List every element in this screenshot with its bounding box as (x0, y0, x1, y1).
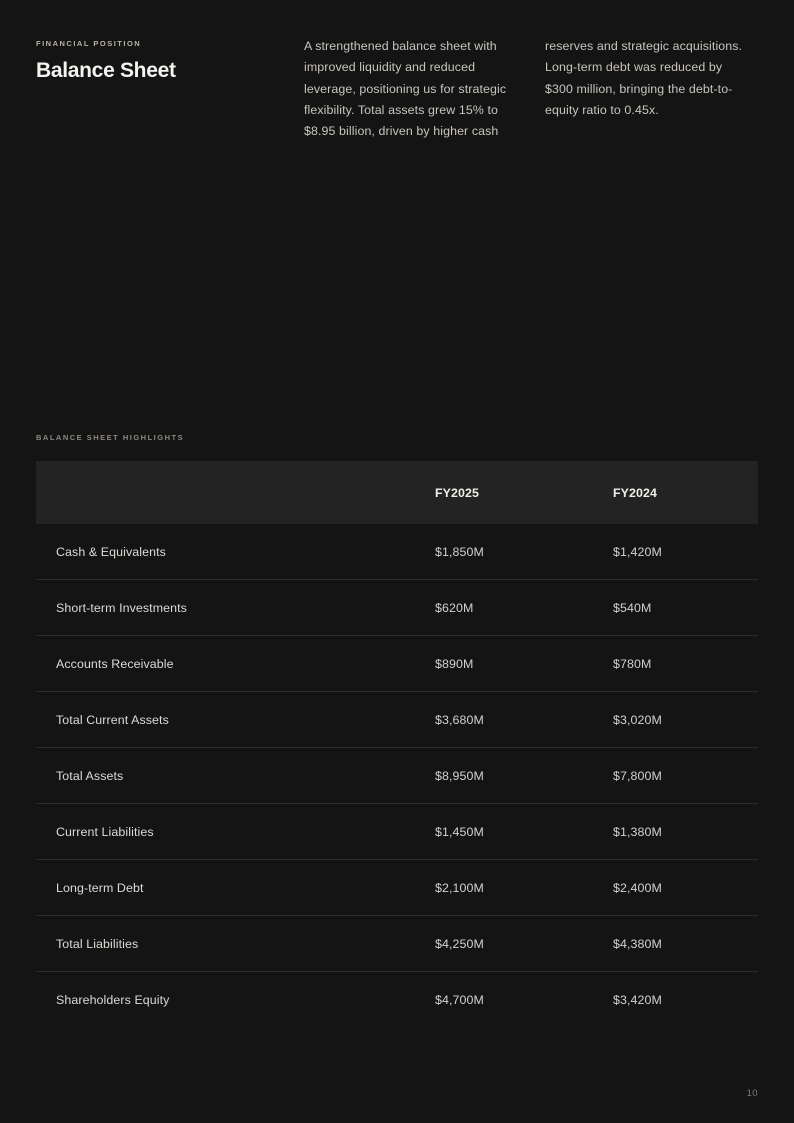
table-body (36, 524, 758, 1027)
row-label: Cash & Equivalents (36, 524, 414, 580)
table-row (36, 524, 758, 580)
balance-sheet-section (36, 433, 758, 1027)
intro-paragraph-column-1: A strengthened balance sheet with improved liquidity and reduced leverage, positioning us for strategic flexibility. Total assets grew 15% to $8.95 billion, driven by higher cash (304, 39, 507, 139)
row-label: Short-term Investments (36, 580, 414, 636)
row-label: Total Liabilities (36, 916, 414, 972)
column-header-fy2025: FY2025 (435, 486, 479, 500)
row-value-fy2024: $780M (592, 636, 758, 692)
page-title: Balance Sheet (36, 59, 176, 82)
intro-paragraph-column-2: reserves and strategic acquisitions. Long-term debt was reduced by $300 million, bringing the debt-to-equity ratio to 0.45x. (545, 39, 743, 117)
row-value-fy2025: $2,100M (414, 860, 592, 916)
page-header (36, 36, 758, 143)
row-value-fy2025: $1,850M (414, 524, 592, 580)
row-value-fy2024: $4,380M (592, 916, 758, 972)
row-value-fy2024: $2,400M (592, 860, 758, 916)
row-value-fy2025: $620M (414, 580, 592, 636)
row-label: Accounts Receivable (36, 636, 414, 692)
table-row (36, 580, 758, 636)
table-section-label: BALANCE SHEET HIGHLIGHTS (36, 433, 185, 442)
row-value-fy2025: $3,680M (414, 692, 592, 748)
column-header-fy2024: FY2024 (613, 486, 657, 500)
table-header (36, 461, 758, 524)
table-row (36, 972, 758, 1028)
row-value-fy2025: $890M (414, 636, 592, 692)
row-value-fy2024: $3,020M (592, 692, 758, 748)
row-value-fy2024: $1,420M (592, 524, 758, 580)
page-number: 10 (746, 1088, 758, 1099)
table-header-row (36, 461, 758, 524)
row-value-fy2025: $1,450M (414, 804, 592, 860)
row-value-fy2024: $3,420M (613, 993, 662, 1007)
row-label: Total Assets (36, 748, 414, 804)
table-row (36, 636, 758, 692)
row-label: Current Liabilities (36, 804, 414, 860)
column-header-metric (36, 461, 414, 524)
row-label: Shareholders Equity (56, 993, 170, 1007)
balance-sheet-table (36, 461, 758, 1027)
row-label: Long-term Debt (36, 860, 414, 916)
table-row (36, 804, 758, 860)
row-value-fy2025: $4,250M (414, 916, 592, 972)
row-value-fy2024: $540M (592, 580, 758, 636)
row-value-fy2024: $1,380M (592, 804, 758, 860)
table-row (36, 692, 758, 748)
table-row (36, 860, 758, 916)
row-value-fy2024: $7,800M (592, 748, 758, 804)
row-value-fy2025: $4,700M (435, 993, 484, 1007)
title-block (36, 36, 304, 83)
row-value-fy2025: $8,950M (414, 748, 592, 804)
table-row (36, 748, 758, 804)
table-row (36, 916, 758, 972)
row-label: Total Current Assets (36, 692, 414, 748)
section-eyebrow: FINANCIAL POSITION (36, 39, 142, 48)
